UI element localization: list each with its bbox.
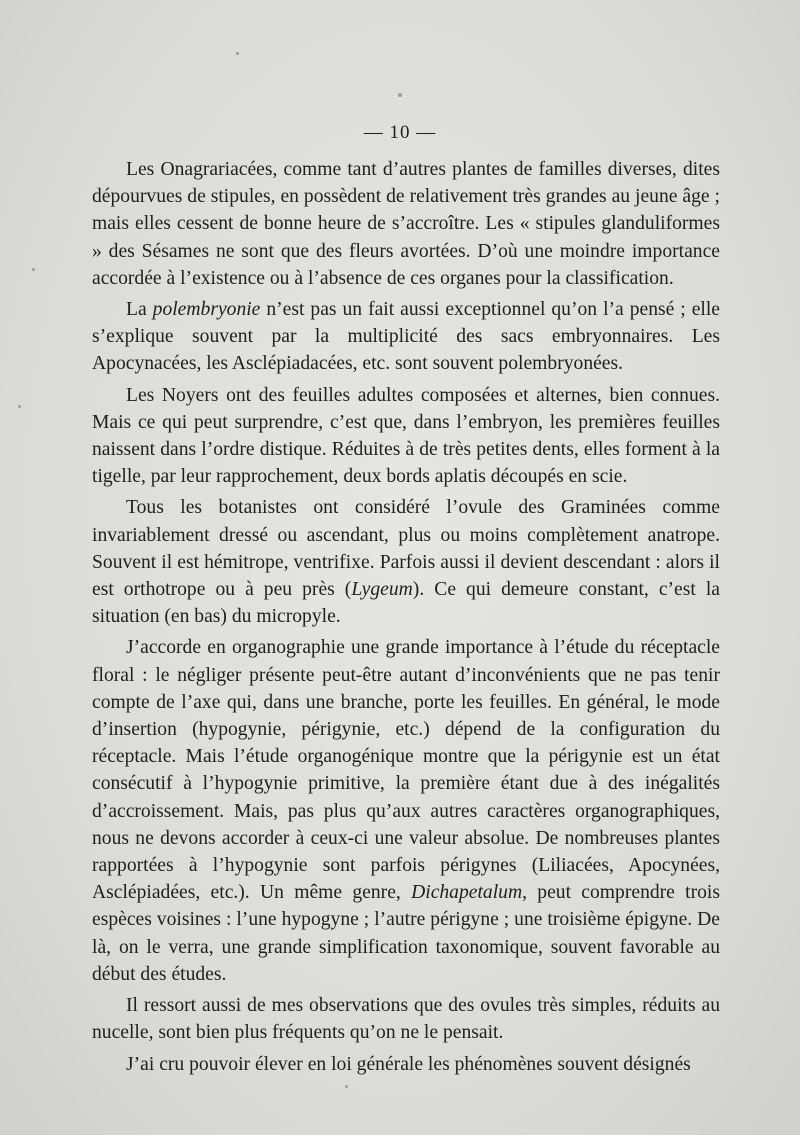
paragraph: Tous les botanistes ont considéré l’ovule des Graminées comme invariablement dressé ou ascendant, plus ou moins complètement anatrope. Souvent il est hémitrope, ventrifixe. Parfois aussi il devient descendant : alors il est orthotrope ou à peu près (Lygeum). Ce qui demeure constant, c’est la situation (en bas) du micropyle. [92, 497, 720, 628]
paragraph: J’ai cru pouvoir élever en loi générale les phénomènes souvent désignés [126, 1053, 691, 1075]
body-text [92, 156, 720, 1078]
paper-speck [398, 93, 402, 97]
paper-speck [18, 405, 21, 408]
italic-term: Lygeum [351, 579, 413, 601]
paper-speck [32, 268, 35, 271]
paragraph: J’accorde en organographie une grande importance à l’étude du réceptacle floral : le négliger présente peut-être autant d’inconvénients que ne pas tenir compte de l’axe qui, dans une branche, porte les feuilles. En général, le mode d’insertion (hypogynie, périgynie, etc.) dépend de la configuration du réceptacle. Mais l’étude organogénique montre que la périgynie est un état consécutif à l’hypogynie primitive, la première étant due à des inégalités d’accroissement. Mais, pas plus qu’aux autres caractères organographiques, nous ne devons accorder à ceux-ci une valeur absolue. De nombreuses plantes rapportées à l’hypogynie sont parfois périgynes (Liliacées, Apocynées, Asclépiadées, etc.). Un même genre, Dichapetalum, peut comprendre trois espèces voisines : l’une hypogyne ; l’autre périgyne ; une troisième épigyne. De là, on le verra, une grande simplification taxonomique, souvent favorable au début des études. [92, 637, 720, 985]
page-number: — 10 — [363, 122, 437, 143]
italic-term: Dichapetalum [411, 882, 523, 904]
italic-term: polembryonie [152, 299, 261, 321]
paper-speck [345, 1085, 348, 1088]
paper-speck [236, 52, 239, 55]
paragraph: Il ressort aussi de mes observations que des ovules très simples, réduits au nucelle, sont bien plus fréquents qu’on ne le pensait. [92, 995, 720, 1044]
paragraph: La polembryonie n’est pas un fait aussi exceptionnel qu’on l’a pensé ; elle s’explique souvent par la multiplicité des sacs embryonnaires. Les Apocynacées, les Asclépiadacées, etc. sont souvent polembryonées. [92, 299, 720, 375]
paragraph: Les Onagrariacées, comme tant d’autres plantes de familles diverses, dites dépourvues de stipules, en possèdent de relativement très grandes au jeune âge ; mais elles cessent de bonne heure de s’accroître. Les « stipules glanduliformes » des Sésames ne sont que des fleurs avortées. D’où une moindre importance accordée à l’existence ou à l’absence de ces organes pour la classification. [92, 159, 720, 289]
paragraph: Les Noyers ont des feuilles adultes composées et alternes, bien connues. Mais ce qui peut surprendre, c’est que, dans l’embryon, les premières feuilles naissent dans l’ordre distique. Réduites à de très petites dents, elles forment à la tigelle, par leur rapprochement, deux bords aplatis découpés en scie. [92, 384, 720, 488]
